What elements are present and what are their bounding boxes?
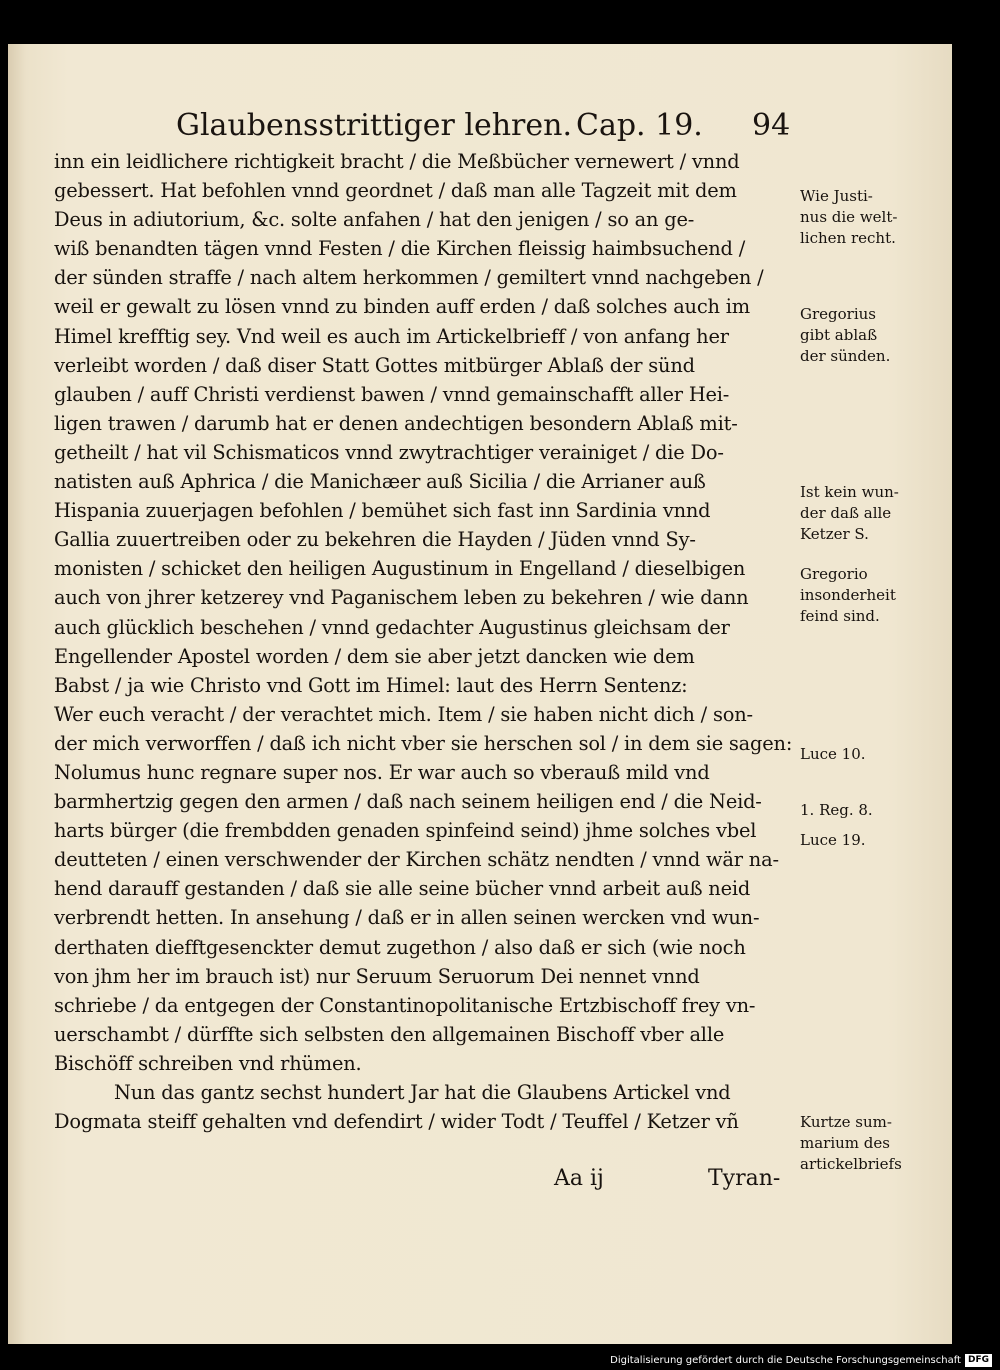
text-line: inn ein leidlichere richtigkeit bracht / die Meßbücher vernewert / vnnd xyxy=(54,150,740,173)
text-line: glauben / auff Christi verdienst bawen / vnnd gemainschafft aller Hei- xyxy=(54,382,730,406)
margin-note-line: 1. Reg. 8. xyxy=(800,801,873,819)
margin-note xyxy=(800,800,873,821)
margin-note-line: Ist kein wun- xyxy=(800,483,899,501)
text-line: Bischöff schreiben vnd rhümen. xyxy=(54,1051,362,1075)
text-line: Hispania zuuerjagen befohlen / bemühet sich fast inn Sardinia vnnd xyxy=(54,499,711,523)
text-line: Wer euch veracht / der verachtet mich. Item / sie haben nicht dich / son- xyxy=(54,702,753,726)
text-line: Nun das gantz sechst hundert Jar hat die Glaubens Artickel vnd xyxy=(114,1081,731,1104)
catchword: Tyran- xyxy=(708,1166,781,1191)
margin-note-line: insonderheit xyxy=(800,586,896,604)
text-line: uerschambt / dürffte sich selbsten den allgemainen Bischoff vber alle xyxy=(54,1022,725,1046)
margin-note-line: Wie Justi- xyxy=(800,187,873,205)
text-line: Nolumus hunc regnare super nos. Er war auch so vberauß mild vnd xyxy=(54,760,710,784)
margin-note xyxy=(800,744,866,765)
margin-note-line: nus die welt- xyxy=(800,208,898,226)
text-line: wiß benandten tägen vnnd Festen / die Kirchen fleissig haimbsuchend / xyxy=(54,237,746,261)
chapter-label: Cap. 19. xyxy=(576,108,703,143)
text-line: verbrendt hetten. In ansehung / daß er in allen seinen wercken vnd wun- xyxy=(54,906,760,930)
page-number: 94 xyxy=(752,108,791,143)
text-line: barmhertzig gegen den armen / daß nach seinem heiligen end / die Neid- xyxy=(54,790,762,814)
margin-note xyxy=(800,830,866,851)
text-line: Babst / ja wie Christo vnd Gott im Himel: laut des Herrn Sentenz: xyxy=(54,673,688,697)
margin-note xyxy=(800,482,899,545)
margin-note-line: feind sind. xyxy=(800,607,880,625)
text-line: weil er gewalt zu lösen vnnd zu binden auff erden / daß solches auch im xyxy=(54,295,750,319)
text-line: Gallia zuuertreiben oder zu bekehren die Hayden / Jüden vnnd Sy- xyxy=(54,528,696,552)
margin-note-line: marium des xyxy=(800,1134,890,1152)
text-line: der sünden straffe / nach altem herkommen / gemiltert vnnd nachgeben / xyxy=(54,266,764,290)
margin-note xyxy=(800,186,897,249)
signature-mark: Aa ij xyxy=(554,1166,604,1191)
page-footer xyxy=(8,1166,952,1198)
margin-note-line: Gregorius xyxy=(800,305,876,323)
book-page xyxy=(8,44,952,1344)
text-line: auch glücklich beschehen / vnnd gedachter Augustinus gleichsam der xyxy=(54,615,730,639)
margin-note-line: Luce 10. xyxy=(800,745,866,763)
margin-note-line: der sünden. xyxy=(800,347,891,365)
margin-note-line: der daß alle xyxy=(800,504,892,522)
margin-note xyxy=(800,304,890,367)
text-line: deutteten / einen verschwender der Kirchen schätz nendten / vnnd wär na- xyxy=(54,848,779,872)
attribution-text: Digitalisierung gefördert durch die Deutsche Forschungsgemeinschaft xyxy=(610,1354,961,1366)
text-line: natisten auß Aphrica / die Manichæer auß Sicilia / die Arrianer auß xyxy=(54,470,706,494)
text-line: schriebe / da entgegen der Constantinopolitanische Ertzbischoff frey vn- xyxy=(54,993,756,1017)
text-line: monisten / schicket den heiligen Augustinum in Engelland / dieselbigen xyxy=(54,557,746,581)
margin-note-line: Kurtze sum- xyxy=(800,1113,892,1131)
text-line: hend darauff gestanden / daß sie alle seine bücher vnnd arbeit auß neid xyxy=(54,877,751,901)
text-line: derthaten diefftgesenckter demut zugethon / also daß er sich (wie noch xyxy=(54,935,746,959)
running-title: Glaubensstrittiger lehren. xyxy=(176,108,572,143)
margin-note xyxy=(800,564,896,627)
text-line: ligen trawen / darumb hat er denen andechtigen besondern Ablaß mit- xyxy=(54,411,738,435)
text-line: verleibt worden / daß diser Statt Gottes mitbürger Ablaß der sünd xyxy=(54,353,695,377)
dfg-logo-icon: DFG xyxy=(965,1354,992,1367)
margin-note-line: artickelbriefs xyxy=(800,1155,902,1173)
text-line: Dogmata steiff gehalten vnd defendirt / wider Todt / Teuffel / Ketzer vñ xyxy=(54,1110,739,1134)
running-header xyxy=(8,108,952,148)
main-text xyxy=(54,147,804,1136)
text-line: von jhm her im brauch ist) nur Seruum Seruorum Dei nennet vnnd xyxy=(54,964,700,988)
margin-note-line: lichen recht. xyxy=(800,229,896,247)
text-line: gebessert. Hat befohlen vnnd geordnet / daß man alle Tagzeit mit dem xyxy=(54,179,737,203)
text-line: getheilt / hat vil Schismaticos vnnd zwytrachtiger verainiget / die Do- xyxy=(54,440,724,464)
text-line: Deus in adiutorium, &c. solte anfahen / hat den jenigen / so an ge- xyxy=(54,208,695,232)
text-line: der mich verworffen / daß ich nicht vber sie herschen sol / in dem sie sagen: xyxy=(54,731,793,755)
text-line: auch von jhrer ketzerey vnd Paganischem leben zu bekehren / wie dann xyxy=(54,586,749,610)
margin-note-line: Ketzer S. xyxy=(800,525,869,543)
margin-note-line: gibt ablaß xyxy=(800,326,878,344)
margin-note-line: Luce 19. xyxy=(800,831,866,849)
text-line: harts bürger (die frembdden genaden spinfeind seind) jhme solches vbel xyxy=(54,819,757,843)
text-line: Himel krefftig sey. Vnd weil es auch im Artickelbrieff / von anfang her xyxy=(54,324,729,348)
attribution-bar xyxy=(610,1352,992,1368)
text-line: Engellender Apostel worden / dem sie aber jetzt dancken wie dem xyxy=(54,644,695,668)
margin-note-line: Gregorio xyxy=(800,565,868,583)
